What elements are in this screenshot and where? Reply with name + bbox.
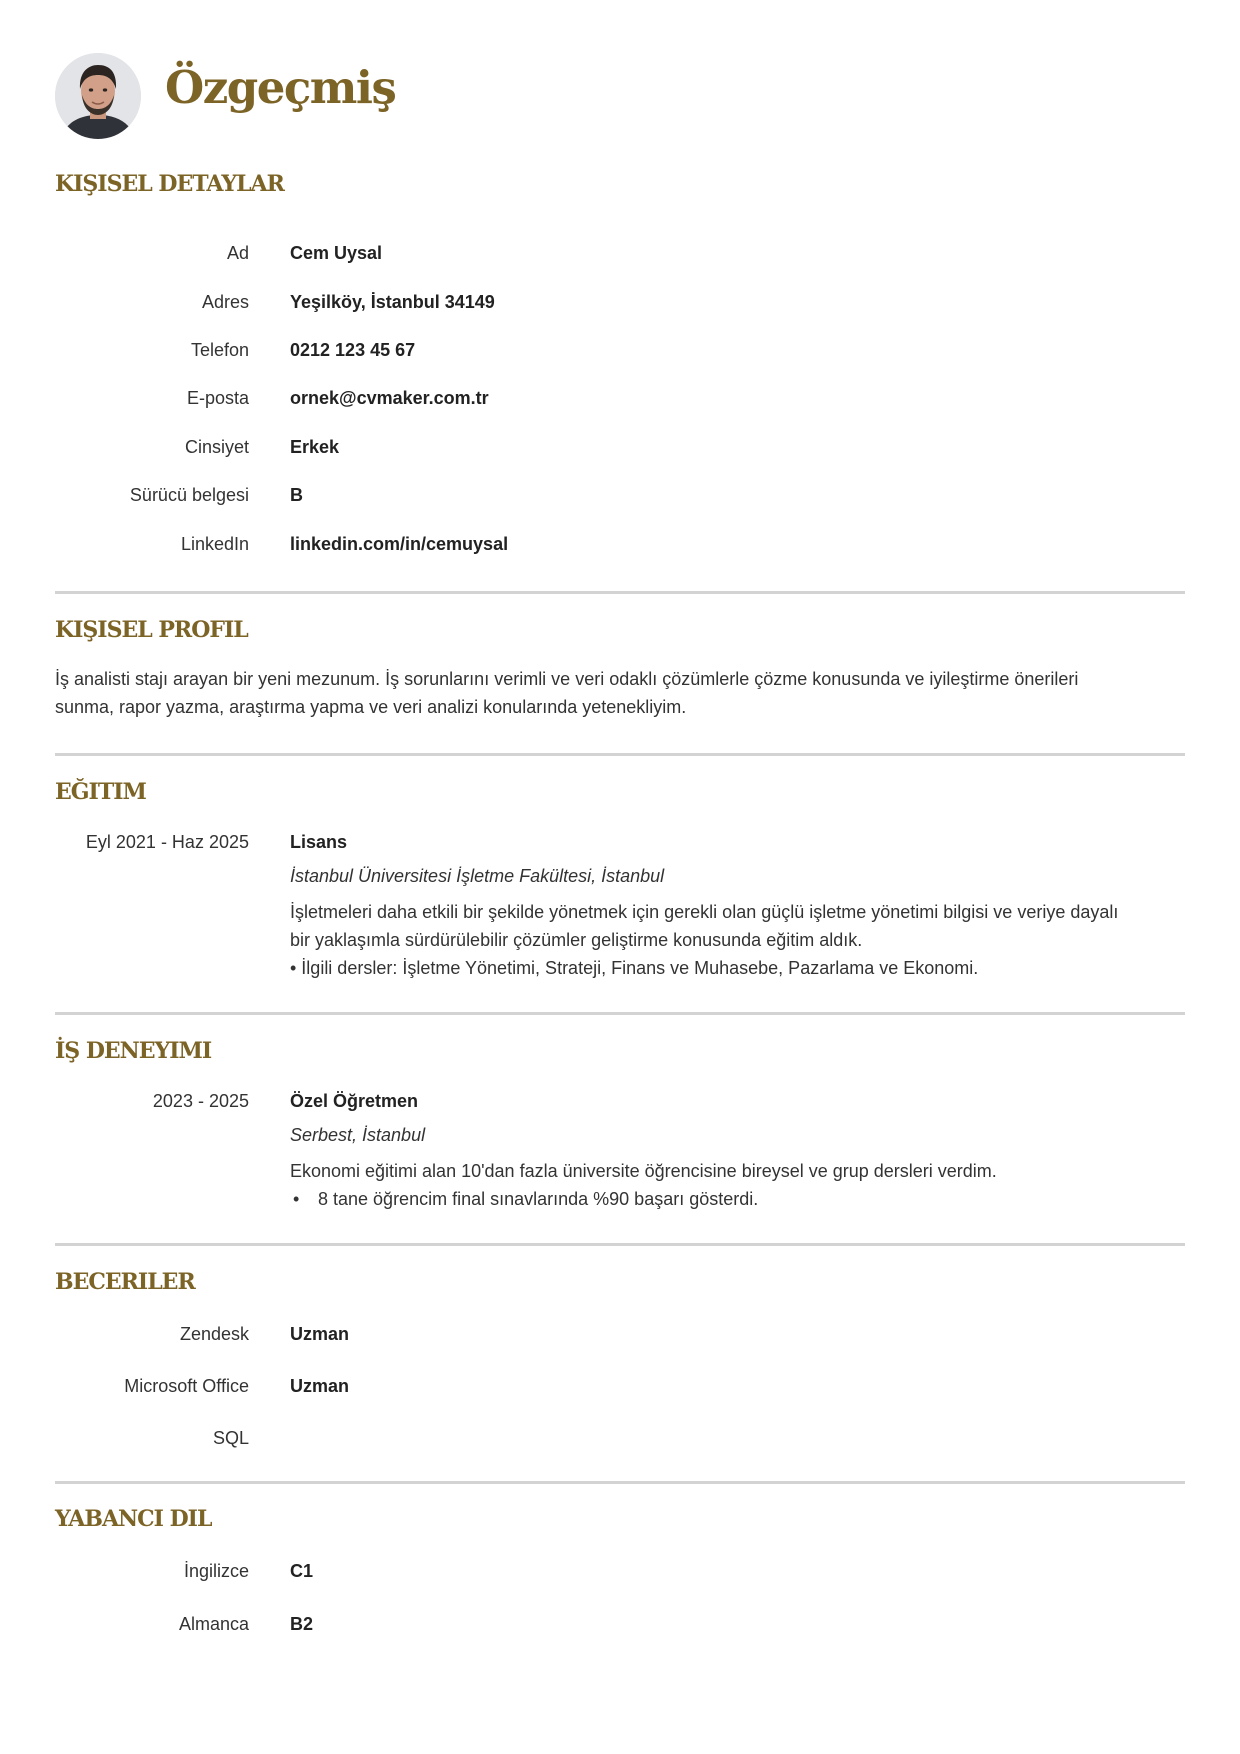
- entry-body: [290, 830, 1240, 982]
- skill-label: Microsoft Office: [124, 1376, 249, 1396]
- detail-label: E-posta: [186, 388, 249, 408]
- section-title: İŞ DENEYIMI: [55, 1038, 212, 1064]
- entry-dates: 2023 - 2025: [152, 1091, 249, 1111]
- skill-level: Uzman: [290, 1324, 350, 1344]
- detail-value: B: [290, 485, 303, 505]
- entry-dates: Eyl 2021 - Haz 2025: [85, 832, 249, 852]
- entry-description: • İlgili dersler: İşletme Yönetimi, Strateji, Finans ve Muhasebe, Pazarlama ve Ekonomi.: [290, 958, 979, 978]
- detail-value: ornek@cvmaker.com.tr: [290, 388, 489, 408]
- profile-line: sunma, rapor yazma, araştırma yapma ve veri analizi konularında yetenekliyim.: [55, 697, 687, 717]
- personal-details-section: [55, 170, 1185, 198]
- entry-bullet: • 8 tane öğrencim final sınavlarında %90 başarı gösterdi.: [290, 1185, 1240, 1213]
- language-level: B2: [290, 1614, 314, 1634]
- detail-label: Cinsiyet: [184, 437, 249, 457]
- detail-value: 0212 123 45 67: [290, 340, 416, 360]
- position-title: Özel Öğretmen: [290, 1091, 419, 1111]
- company-name: Serbest, İstanbul: [290, 1125, 426, 1145]
- skill-label: Zendesk: [179, 1324, 249, 1344]
- section-divider: [55, 1243, 1185, 1246]
- skill-label: SQL: [212, 1428, 249, 1448]
- detail-label: Sürücü belgesi: [129, 485, 249, 505]
- detail-label: Adres: [201, 292, 249, 312]
- skills-section: [55, 1268, 1185, 1296]
- school-name: İstanbul Üniversitesi İşletme Fakültesi, İstanbul: [290, 866, 665, 886]
- detail-label: LinkedIn: [180, 534, 249, 554]
- skill-level: Uzman: [290, 1376, 350, 1396]
- entry-description: Ekonomi eğitimi alan 10'dan fazla üniversite öğrencisine bireysel ve grup dersleri verdim.: [290, 1161, 997, 1181]
- detail-label: Ad: [226, 243, 249, 263]
- language-label: Almanca: [178, 1614, 249, 1634]
- section-divider: [55, 1481, 1185, 1484]
- profile-section: [55, 616, 1185, 721]
- detail-value: Yeşilköy, İstanbul 34149: [290, 292, 495, 312]
- avatar: [55, 53, 141, 139]
- profile-text: [55, 665, 1185, 721]
- degree-title: Lisans: [290, 832, 348, 852]
- entry-description: bir yaklaşımla sürdürülebilir çözümler geliştirme konusunda eğitim aldık.: [290, 930, 863, 950]
- entry-body: [290, 1089, 1240, 1213]
- section-title: BECERILER: [55, 1269, 195, 1295]
- detail-value: linkedin.com/in/cemuysal: [290, 534, 509, 554]
- profile-line: İş analisti stajı arayan bir yeni mezunum. İş sorunlarını verimli ve veri odaklı çözümlerle çözme konusunda ve iyileştirme önerileri: [55, 669, 1079, 689]
- language-label: İngilizce: [183, 1561, 249, 1581]
- section-divider: [55, 753, 1185, 756]
- section-title: KIŞISEL DETAYLAR: [55, 171, 284, 197]
- profile-photo-icon: [55, 53, 141, 139]
- education-section: [55, 778, 1185, 806]
- section-divider: [55, 591, 1185, 594]
- detail-value: Erkek: [290, 437, 340, 457]
- section-title: YABANCI DIL: [55, 1506, 212, 1532]
- entry-description: İşletmeleri daha etkili bir şekilde yönetmek için gerekli olan güçlü işletme yönetimi bilgisi ve veriye dayalı: [290, 902, 1119, 922]
- detail-label: Telefon: [190, 340, 249, 360]
- experience-section: [55, 1037, 1185, 1065]
- section-title: EĞITIM: [55, 779, 146, 805]
- detail-value: Cem Uysal: [290, 243, 383, 263]
- section-divider: [55, 1012, 1185, 1015]
- languages-section: [55, 1505, 1185, 1533]
- language-level: C1: [290, 1561, 314, 1581]
- section-title: KIŞISEL PROFIL: [55, 617, 248, 643]
- document-title: Özgeçmiş: [165, 61, 396, 114]
